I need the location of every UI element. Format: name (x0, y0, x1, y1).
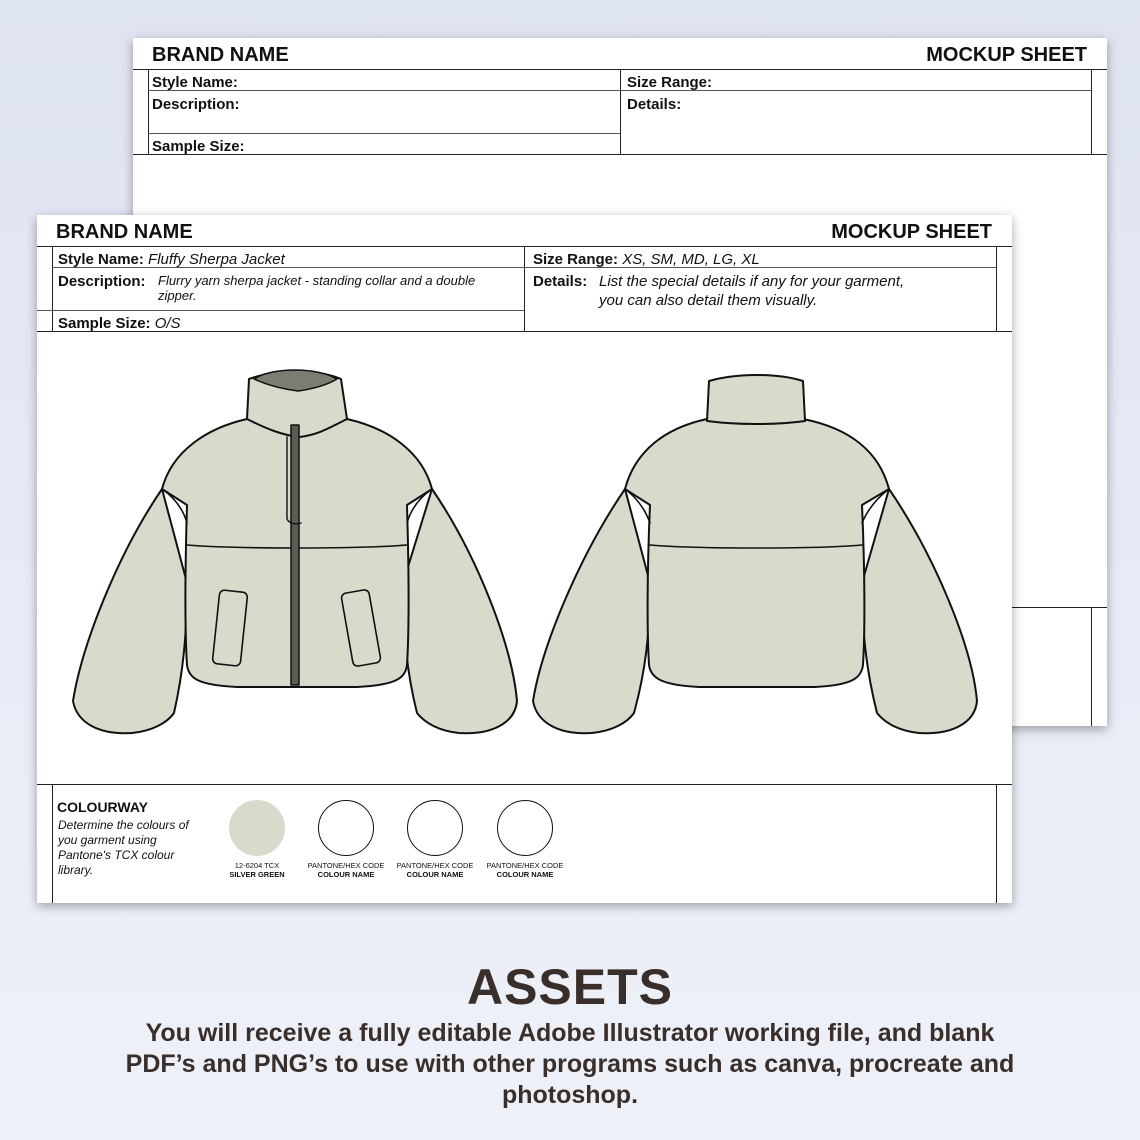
back-details-label: Details: (627, 96, 682, 113)
swatch-1-label (207, 861, 307, 879)
jacket-front-right-sleeve (403, 489, 517, 733)
jacket-front-drawing (73, 370, 517, 733)
swatch-4-code: PANTONE/HEX CODE (486, 861, 564, 870)
back-right-margin-lower (1091, 608, 1092, 726)
swatch-4-name: COLOUR NAME (496, 870, 554, 879)
back-left-margin (148, 69, 149, 155)
column-divider (524, 246, 525, 332)
colourway-right-margin (996, 784, 997, 903)
back-sample-size-label: Sample Size: (152, 138, 245, 155)
left-margin (52, 246, 53, 332)
back-description-label: Description: (152, 96, 240, 113)
swatch-1 (229, 800, 285, 856)
jacket-back-collar (707, 375, 805, 424)
jacket-back-right-sleeve (862, 489, 977, 733)
details-label: Details: (533, 273, 588, 290)
sample-size-label: Sample Size: (58, 315, 151, 332)
back-row-rule (148, 90, 1091, 91)
size-range-field (533, 251, 760, 268)
swatch-2-name: COLOUR NAME (317, 870, 375, 879)
back-style-name-label: Style Name: (152, 74, 238, 91)
size-range-label: Size Range: (533, 251, 619, 268)
style-name-field (58, 251, 285, 268)
back-info-bottom-rule (133, 154, 1107, 155)
back-row-rule-2 (148, 133, 620, 134)
swatch-3-label (385, 861, 485, 879)
back-brand-name: BRAND NAME (152, 44, 289, 66)
colourway-text: Determine the colours of you garment using Pantone's TCX colour library. (58, 818, 189, 877)
row-rule (52, 267, 996, 268)
back-sheet-title: MOCKUP SHEET (926, 44, 1087, 66)
colourway-left-margin (52, 784, 53, 903)
details-line-2: you can also detail them visually. (599, 292, 818, 309)
swatch-3-code: PANTONE/HEX CODE (396, 861, 474, 870)
back-size-range-label: Size Range: (627, 74, 713, 91)
back-right-margin (1091, 69, 1092, 155)
swatch-1-code: 12-6204 TCX (234, 861, 280, 870)
style-name-label: Style Name: (58, 251, 144, 268)
right-margin (996, 246, 997, 332)
swatch-3 (407, 800, 463, 856)
jacket-back-body (625, 419, 889, 687)
row-rule-2 (37, 310, 524, 311)
description-value: Flurry yarn sherpa jacket - standing collar and a double zipper. (158, 273, 476, 303)
sheet-title: MOCKUP SHEET (831, 221, 992, 243)
details-value (599, 272, 904, 310)
colourway-title: COLOURWAY (57, 799, 149, 815)
style-name-value: Fluffy Sherpa Jacket (148, 251, 285, 268)
swatch-2 (318, 800, 374, 856)
assets-title: ASSETS (466, 959, 674, 1015)
jacket-back-drawing (533, 375, 977, 733)
sample-size-value: O/S (154, 315, 181, 332)
info-bottom-rule (37, 331, 1012, 332)
back-column-divider (620, 69, 621, 155)
swatch-3-name: COLOUR NAME (406, 870, 464, 879)
jacket-back-left-sleeve (533, 489, 650, 733)
jacket-front-zipper (291, 425, 299, 685)
garment-drawings (37, 333, 1012, 785)
assets-description: You will receive a fully editable Adobe Illustrator working file, and blank PDF’s and PNG’s to use with other programs such as canva, procreate and photoshop. (125, 1019, 1015, 1109)
swatch-4-label (475, 861, 575, 879)
swatch-1-name: SILVER GREEN (229, 870, 285, 879)
brand-name: BRAND NAME (56, 221, 193, 243)
swatch-2-label (296, 861, 396, 879)
jacket-front-left-sleeve (73, 489, 187, 733)
swatch-4 (497, 800, 553, 856)
size-range-value: XS, SM, MD, LG, XL (622, 251, 760, 268)
colourway-top-rule (37, 784, 1012, 785)
front-mockup-sheet (37, 215, 1012, 903)
sample-size-field (58, 315, 181, 332)
description-label: Description: (58, 273, 146, 290)
details-line-1: List the special details if any for your garment, (599, 273, 905, 290)
swatch-2-code: PANTONE/HEX CODE (307, 861, 385, 870)
